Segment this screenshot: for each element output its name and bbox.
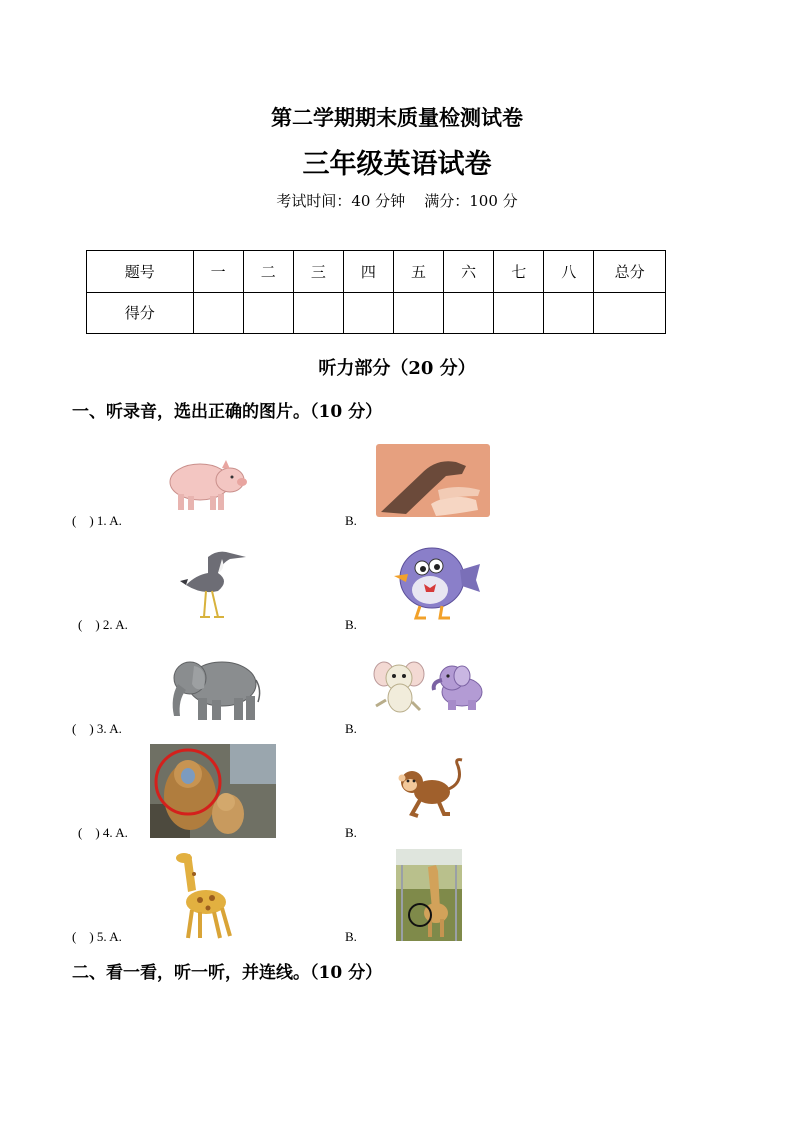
score-table-score-row — [87, 292, 666, 334]
q2-b-label: B. — [345, 617, 357, 632]
table-cell: 题号 — [87, 251, 194, 293]
table-cell: 五 — [393, 251, 443, 293]
zoo-giraffe-image — [396, 849, 462, 941]
score-cell[interactable] — [393, 292, 443, 334]
golden-monkey-photo — [150, 744, 276, 838]
table-cell: 总分 — [594, 251, 666, 293]
purple-bird-image — [390, 540, 482, 620]
q5-b-label: B. — [345, 929, 357, 944]
score-cell[interactable] — [193, 292, 243, 334]
part1-title: 一、听录音，选出正确的图片。（10 分） — [72, 402, 383, 422]
table-cell: 二 — [243, 251, 293, 293]
pig-image — [160, 452, 250, 514]
score-cell[interactable] — [293, 292, 343, 334]
table-cell: 得分 — [87, 292, 194, 334]
table-cell: 三 — [293, 251, 343, 293]
score-cell[interactable] — [343, 292, 393, 334]
cartoon-elephants-image — [372, 656, 492, 716]
heron-image — [178, 545, 248, 620]
q3-b-label: B. — [345, 721, 357, 736]
q4-b-label: B. — [345, 825, 357, 840]
table-cell: 一 — [193, 251, 243, 293]
q2-a-label: ( ) 2. A. — [78, 617, 128, 632]
table-cell: 六 — [444, 251, 494, 293]
q3-a-label: ( ) 3. A. — [72, 721, 122, 736]
table-cell: 七 — [494, 251, 544, 293]
exam-info: 考试时间：40 分钟 满分：100 分 — [276, 192, 518, 210]
giraffe-image — [170, 850, 236, 942]
elephant-image — [164, 654, 264, 722]
score-cell[interactable] — [494, 292, 544, 334]
hand-shadow-dog-image — [376, 444, 490, 517]
score-cell[interactable] — [544, 292, 594, 334]
part2-title: 二、看一看，听一听，并连线。（10 分） — [72, 963, 383, 983]
q5-a-label: ( ) 5. A. — [72, 929, 122, 944]
cartoon-monkey-image — [398, 756, 472, 820]
table-cell: 四 — [343, 251, 393, 293]
score-cell[interactable] — [594, 292, 666, 334]
listening-section-title: 听力部分（20 分） — [318, 358, 476, 379]
q1-a-label: ( ) 1. A. — [72, 513, 122, 528]
score-cell[interactable] — [243, 292, 293, 334]
q4-a-label: ( ) 4. A. — [78, 825, 128, 840]
score-table — [86, 250, 666, 334]
table-cell: 八 — [544, 251, 594, 293]
exam-title: 第二学期期末质量检测试卷 — [271, 105, 523, 130]
exam-subtitle: 三年级英语试卷 — [302, 149, 492, 180]
score-table-header-row — [87, 251, 666, 293]
score-cell[interactable] — [444, 292, 494, 334]
q1-b-label: B. — [345, 513, 357, 528]
